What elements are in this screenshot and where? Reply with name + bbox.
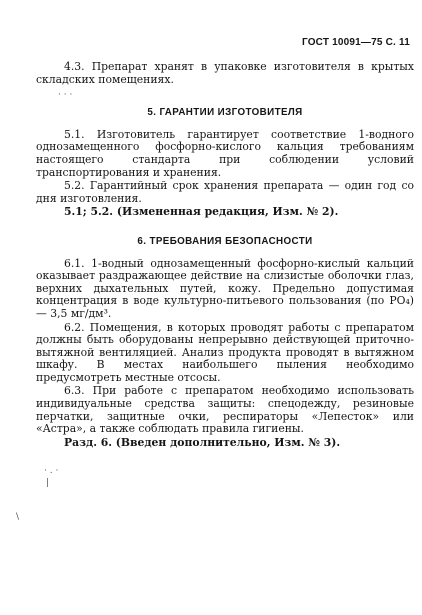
- scan-speck: |: [46, 478, 50, 488]
- page-header: ГОСТ 10091—75 С. 11: [301, 37, 410, 48]
- scan-speck: · . ·: [44, 466, 59, 476]
- document-body: [36, 61, 414, 449]
- paragraph-5-2: 5.2. Гарантийный срок хранения препарата — один год со дня изготовления.: [36, 179, 414, 205]
- scan-speck: · · ·: [58, 90, 73, 100]
- amendment-note-5: 5.1; 5.2. (Измененная редакция, Изм. № 2).: [64, 205, 339, 219]
- paragraph-5-1: 5.1. Изготовитель гарантирует соответствие 1-водного однозамещенного фосфорно-кислого кальция требованиям настоящего стандарта при соблюдении условий транспортирования и хранения.: [36, 127, 414, 179]
- section-heading-6: 6. ТРЕБОВАНИЯ БЕЗОПАСНОСТИ: [137, 235, 313, 247]
- amendment-note-6: Разд. 6. (Введен дополнительно, Изм. № 3).: [64, 435, 341, 449]
- paragraph-6-2: 6.2. Помещения, в которых проводят работы с препаратом должны быть оборудованы непрерывно действующей приточно-вытяжной вентиляцией. Анализ продукта проводят в вытяжном шкафу. В местах наибольшего пыления необходимо предусмотреть местные отсосы.: [36, 320, 414, 384]
- section-heading-5: 5. ГАРАНТИИ ИЗГОТОВИТЕЛЯ: [147, 107, 303, 119]
- paragraph-6-3: 6.3. При работе с препаратом необходимо использовать индивидуальные средства защиты: спецодежду, резиновые перчатки, защитные очки, респираторы «Лепесток» или «Астра», а также соблюдать правила гигиены.: [36, 384, 414, 436]
- scan-speck: \: [16, 512, 20, 522]
- paragraph-4-3: 4.3. Препарат хранят в упаковке изготовителя в крытых складских помещениях.: [36, 60, 414, 86]
- paragraph-6-1: 6.1. 1-водный однозамещенный фосфорно-кислый кальций оказывает раздражающее действие на слизистые оболочки глаз, верхних дыхательных путей, кожу. Предельно допустимая концентрация в воде культурно-питьевого пользования (по PO₄) — 3,5 мг/дм³.: [36, 256, 414, 320]
